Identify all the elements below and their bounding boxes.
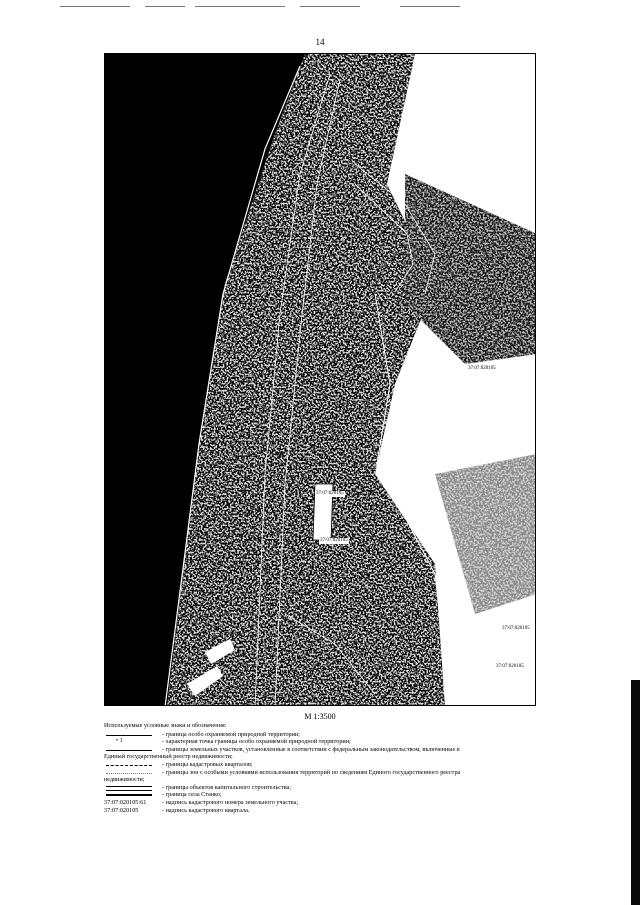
map-label: 37:07:020105	[316, 491, 344, 496]
scan-artifact-top	[60, 6, 460, 10]
legend-item-text: - надпись кадастрового номера земельного участка;	[162, 798, 299, 806]
legend-item-text: - границы зон с особыми условиями использования территорий по сведениям Единого государственного реестра	[162, 768, 461, 776]
map-label: 37:07:020105	[468, 366, 496, 371]
thin-line-symbol	[104, 746, 156, 754]
legend-item	[104, 807, 536, 815]
dashed-line-symbol	[104, 761, 156, 769]
forest-southeast-texture	[435, 454, 536, 614]
map-label: 37:07:020105	[496, 664, 524, 669]
map-label: 37:07:020105	[502, 626, 530, 631]
legend-item-text: - границы земельных участков, установленные в соответствии с федеральным законодательством, включенные в	[162, 745, 460, 753]
legend-item-continuation: Единый государственный реестр недвижимости;	[104, 753, 233, 761]
legend-item-text: - граница особо охраняемой природной территории;	[162, 730, 300, 738]
text-symbol: 37:07:020105:61	[104, 798, 147, 806]
forest-east-texture	[405, 174, 536, 364]
legend-item	[104, 761, 536, 769]
legend-title: Используемые условные знаки и обозначения:	[104, 722, 227, 729]
legend-item	[104, 746, 536, 761]
legend-item-text: - граница села Станко;	[162, 791, 222, 799]
page-number: 14	[315, 37, 325, 47]
thick-line-symbol	[104, 791, 156, 799]
map-label: 37:07:020105	[320, 538, 348, 543]
legend-item	[104, 799, 536, 807]
legend-item	[104, 738, 536, 746]
map-scale: М 1:3500	[304, 712, 336, 721]
text-symbol: 37:07:020105	[104, 806, 139, 814]
legend-item-text: - границы кадастровых кварталов;	[162, 760, 253, 768]
legend-item-text: - границы объектов капитального строительства;	[162, 783, 292, 791]
double-line-symbol	[104, 784, 156, 792]
legend-item	[104, 784, 536, 792]
legend-item-text: - характерная точка границы особо охраняемой природной территории;	[162, 738, 351, 746]
aerial-photo	[105, 54, 536, 706]
legend-item-continuation: недвижимости;	[104, 776, 145, 784]
legend-item	[104, 731, 536, 739]
legend-item	[104, 769, 536, 784]
legend	[104, 722, 536, 814]
aerial-map	[104, 53, 536, 706]
legend-item	[104, 791, 536, 799]
legend-item-text: - надпись кадастрового квартала.	[162, 806, 250, 814]
solid-line-symbol	[104, 731, 156, 739]
dotted-line-symbol	[104, 769, 156, 777]
point-symbol: • 1	[116, 738, 123, 745]
